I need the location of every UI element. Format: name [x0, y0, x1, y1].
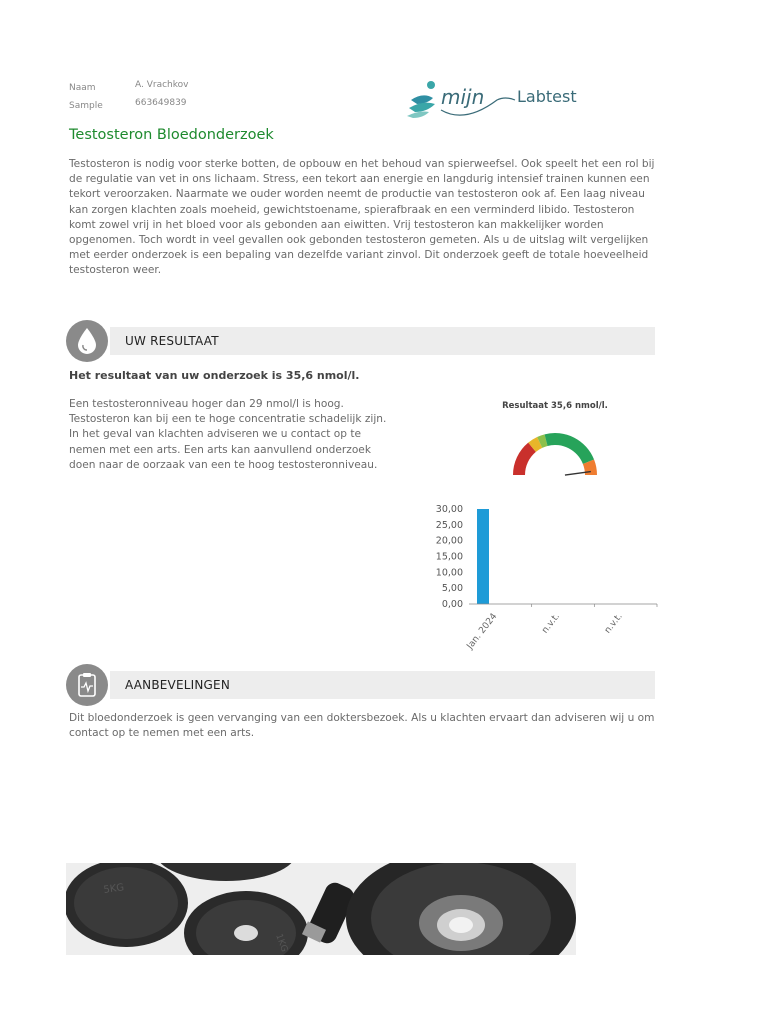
sample-value: 663649839 [135, 98, 187, 108]
y-tick-label: 25,00 [435, 519, 463, 531]
drop-icon [66, 320, 108, 362]
sample-label: Sample [69, 101, 103, 111]
y-tick-label: 30,00 [435, 504, 463, 515]
x-tick-label: n.v.t. [540, 611, 563, 636]
logo [405, 78, 585, 126]
y-tick-label: 10,00 [435, 567, 463, 579]
y-tick-label: 5,00 [441, 583, 463, 595]
bar [477, 509, 489, 604]
result-section-bar [110, 327, 655, 355]
result-gauge [505, 425, 605, 481]
clipboard-icon [66, 664, 108, 706]
gauge-title: Resultaat 35,6 nmol/l. [502, 401, 608, 411]
advice-paragraph: Dit bloedonderzoek is geen vervanging van een doktersbezoek. Als u klachten ervaart dan adviseren wij u om contact op te nemen met een arts. [69, 712, 655, 740]
name-value: A. Vrachkov [135, 80, 189, 90]
result-headline: Het resultaat van uw onderzoek is 35,6 nmol/l. [69, 369, 360, 382]
advice-section-title: AANBEVELINGEN [125, 678, 230, 692]
page-title: Testosteron Bloedonderzoek [69, 127, 274, 143]
dumbbell-weights-photo [66, 863, 576, 955]
result-bar-chart [425, 498, 665, 658]
y-tick-label: 15,00 [435, 551, 463, 563]
y-tick-label: 20,00 [435, 535, 463, 547]
plate-text-1: 5KG [102, 882, 125, 896]
advice-section-bar [110, 671, 655, 699]
result-paragraph: Een testosteronniveau hoger dan 29 nmol/l is hoog. Testosteron kan bij een te hoge concentratie schadelijk zijn. In het geval van klachten adviseren we u contact op te nemen met een arts. Een arts kan aanvullend onderzoek doen naar de oorzaak van een te hoog testosteronniveau. [69, 398, 387, 471]
result-section-title: UW RESULTAAT [125, 334, 219, 348]
x-tick-label: n.v.t. [602, 611, 625, 636]
logo-script-text: mijn [441, 85, 485, 109]
gauge-segment [545, 433, 594, 464]
x-tick-label: Jan. 2024 [465, 611, 500, 652]
name-label: Naam [69, 83, 96, 93]
logo-text: Labtest [517, 87, 577, 106]
plate-text-2: 1KG [273, 932, 289, 954]
y-tick-label: 0,00 [441, 599, 463, 610]
intro-paragraph: Testosteron is nodig voor sterke botten, de opbouw en het behoud van spierweefsel. Ook speelt het een rol bij de regulatie van vet in ons lichaam. Stress, een tekort aan energie en langdurig intensief trainen kunnen een tekort veroorzaken. Naarmate we ouder worden neemt de productie van testosteron ook af. Een laag niveau kan zorgen klachten zoals moeheid, gewichtstoename, spierafbraak en een verminderd libido. Testosteron komt zowel vrij in het bloed voor als gebonden aan eiwitten. Vrij testosteron kan makkelijker worden opgenomen. Toch wordt in veel gevallen ook gebonden testosteron gemeten. Als u de uitslag wilt vergelijken met eerder onderzoek is een bepaling van dezelfde variant zinvol. Dit onderzoek geeft de totale hoeveelheid testosteron weer. [69, 158, 655, 277]
